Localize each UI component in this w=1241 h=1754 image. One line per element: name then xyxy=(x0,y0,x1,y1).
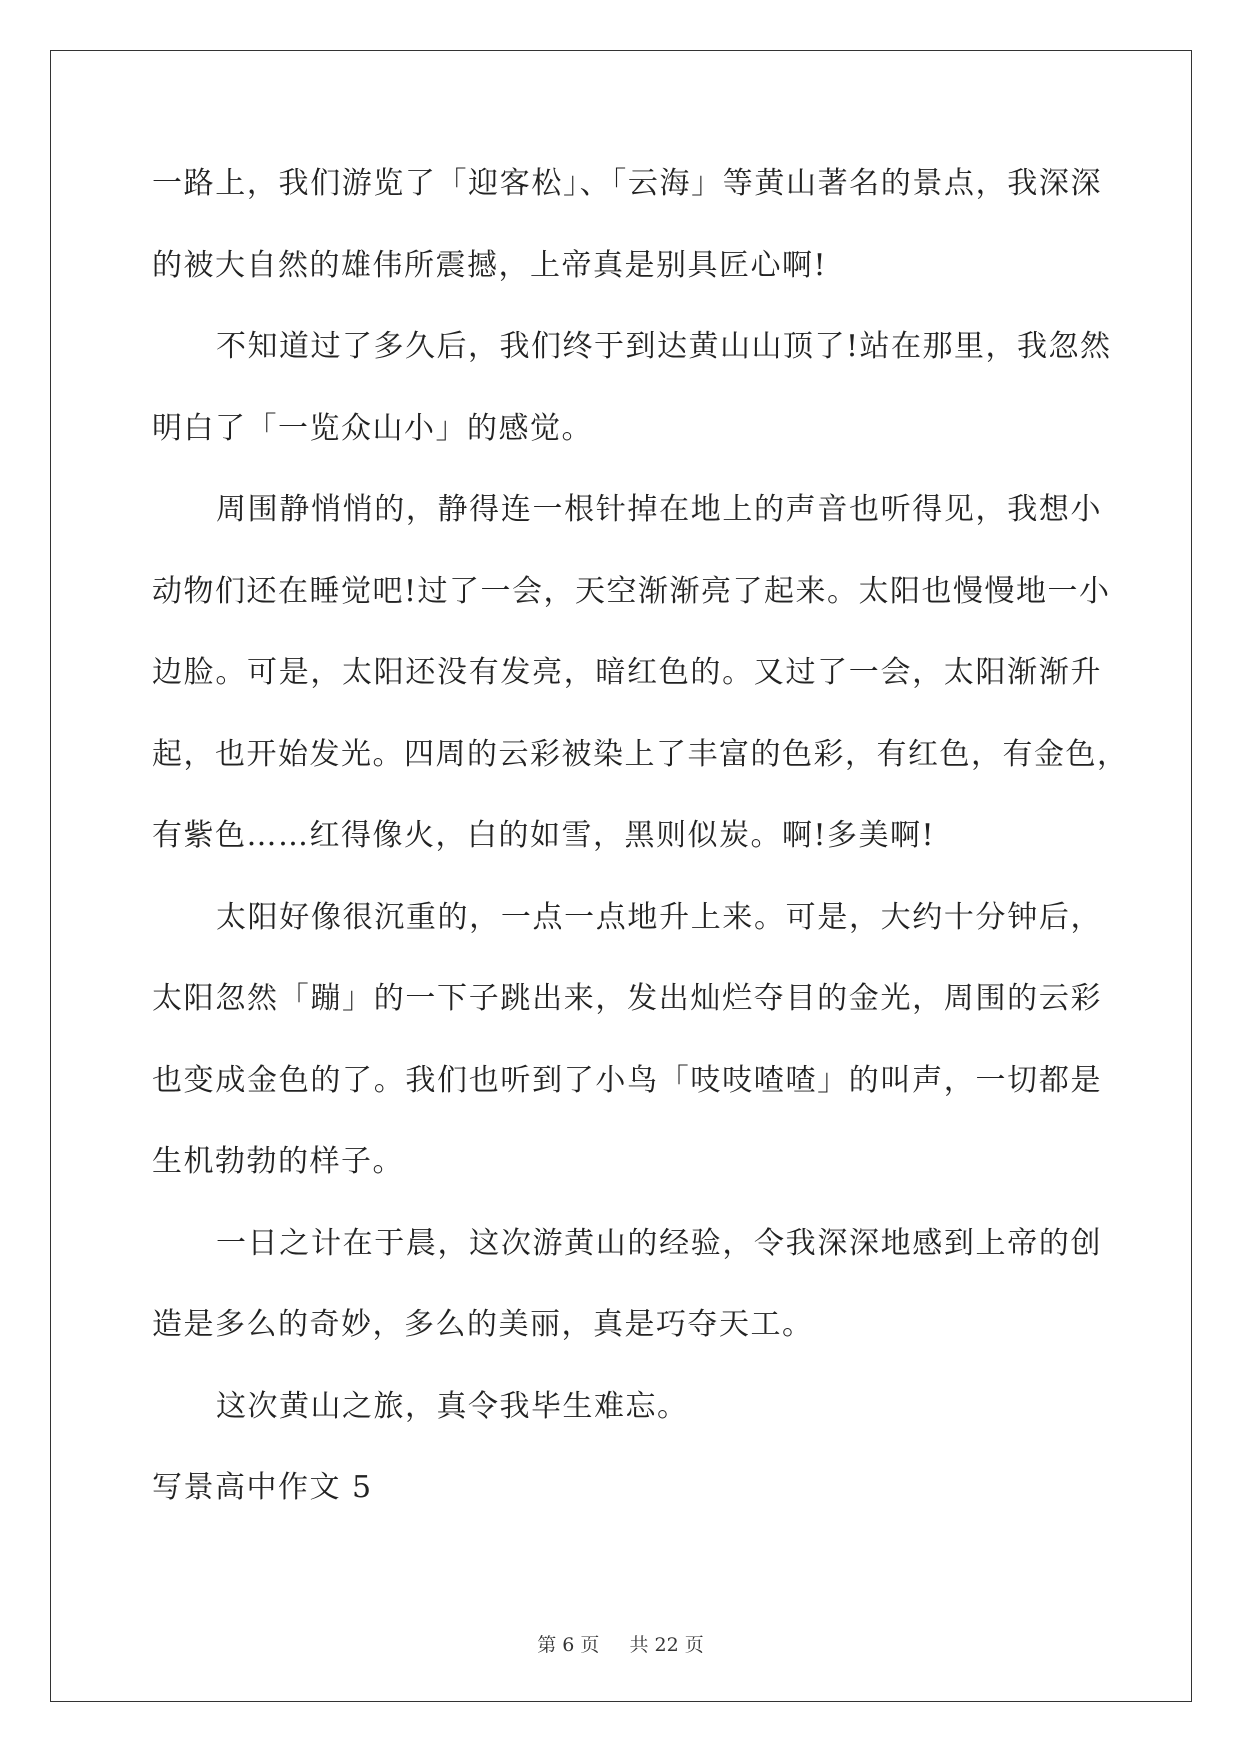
text-line: 不知道过了多久后，我们终于到达黄山山顶了!站在那里，我忽然 xyxy=(216,329,1112,364)
text-line: 周围静悄悄的，静得连一根针掉在地上的声音也听得见，我想小 xyxy=(216,492,1102,527)
section-heading: 写景高中作文 5 xyxy=(152,1470,373,1505)
text-line: 也变成金色的了。我们也听到了小鸟「吱吱喳喳」的叫声，一切都是 xyxy=(152,1062,1102,1098)
text-line: 这次黄山之旅，真令我毕生难忘。 xyxy=(216,1388,689,1424)
text-line: 太阳忽然「蹦」的一下子跳出来，发出灿烂夺目的金光，周围的云彩 xyxy=(152,981,1102,1016)
text-line: 明白了「一览众山小」的感觉。 xyxy=(152,410,593,446)
text-line: 太阳好像很沉重的，一点一点地升上来。可是，大约十分钟后， xyxy=(216,899,1102,935)
text-line: 一日之计在于晨，这次游黄山的经验，令我深深地感到上帝的创 xyxy=(216,1225,1102,1261)
text-line: 边脸。可是，太阳还没有发亮，暗红色的。又过了一会，太阳渐渐升 xyxy=(152,655,1102,690)
text-line: 动物们还在睡觉吧!过了一会，天空渐渐亮了起来。太阳也慢慢地一小 xyxy=(152,573,1111,609)
text-line: 的被大自然的雄伟所震撼，上帝真是别具匠心啊! xyxy=(152,247,828,283)
text-line: 造是多么的奇妙，多么的美丽，真是巧夺天工。 xyxy=(152,1307,814,1342)
page-number: 第 6 页 xyxy=(537,1634,600,1656)
page-total: 共 22 页 xyxy=(629,1634,704,1656)
text-line: 生机勃勃的样子。 xyxy=(152,1144,404,1179)
text-line: 起，也开始发光。四周的云彩被染上了丰富的色彩，有红色，有金色， xyxy=(152,736,1129,772)
text-line: 有紫色……红得像火，白的如雪，黑则似炭。啊!多美啊! xyxy=(152,818,936,853)
page-footer xyxy=(0,1630,1241,1657)
text-line: 一路上，我们游览了「迎客松」、「云海」等黄山著名的景点，我深深 xyxy=(152,166,1102,201)
document-body xyxy=(152,160,1129,1546)
